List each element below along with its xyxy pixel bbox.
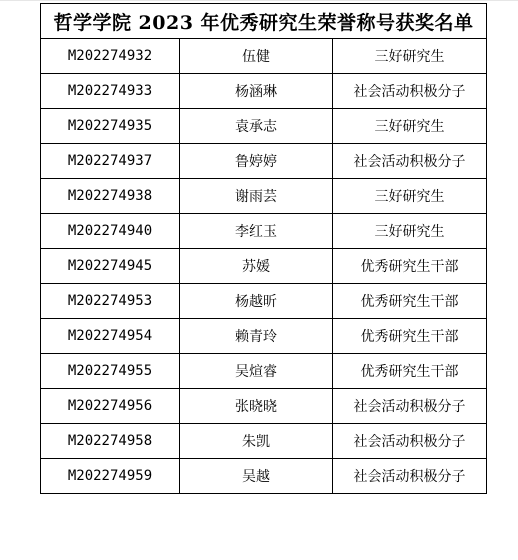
table-row bbox=[41, 144, 487, 179]
award-title-cell: 社会活动积极分子 bbox=[333, 459, 487, 494]
student-name-cell: 李红玉 bbox=[180, 214, 333, 249]
student-name-cell: 鲁婷婷 bbox=[180, 144, 333, 179]
student-name-cell: 张晓晓 bbox=[180, 389, 333, 424]
table-row bbox=[41, 249, 487, 284]
student-name-cell: 吴煊睿 bbox=[180, 354, 333, 389]
student-name-cell: 谢雨芸 bbox=[180, 179, 333, 214]
student-id-cell: M202274954 bbox=[41, 319, 180, 354]
table-row bbox=[41, 214, 487, 249]
student-name-cell: 伍健 bbox=[180, 39, 333, 74]
table-row bbox=[41, 459, 487, 494]
award-title-cell: 社会活动积极分子 bbox=[333, 424, 487, 459]
student-id-cell: M202274958 bbox=[41, 424, 180, 459]
award-table-body bbox=[41, 4, 487, 494]
table-row bbox=[41, 39, 487, 74]
student-name-cell: 朱凯 bbox=[180, 424, 333, 459]
award-title-cell: 三好研究生 bbox=[333, 109, 487, 144]
student-id-cell: M202274940 bbox=[41, 214, 180, 249]
table-row bbox=[41, 354, 487, 389]
table-row bbox=[41, 179, 487, 214]
award-list-sheet bbox=[40, 3, 486, 494]
award-table bbox=[40, 3, 487, 494]
student-name-cell: 赖青玲 bbox=[180, 319, 333, 354]
table-row bbox=[41, 284, 487, 319]
student-id-cell: M202274945 bbox=[41, 249, 180, 284]
award-title-cell: 社会活动积极分子 bbox=[333, 144, 487, 179]
student-id-cell: M202274938 bbox=[41, 179, 180, 214]
student-id-cell: M202274932 bbox=[41, 39, 180, 74]
student-id-cell: M202274953 bbox=[41, 284, 180, 319]
table-row bbox=[41, 319, 487, 354]
award-title-cell: 三好研究生 bbox=[333, 39, 487, 74]
student-name-cell: 杨涵琳 bbox=[180, 74, 333, 109]
student-id-cell: M202274935 bbox=[41, 109, 180, 144]
document-title: 哲学学院 2023 年优秀研究生荣誉称号获奖名单 bbox=[41, 4, 487, 39]
student-name-cell: 杨越昕 bbox=[180, 284, 333, 319]
table-row bbox=[41, 74, 487, 109]
student-id-cell: M202274937 bbox=[41, 144, 180, 179]
award-title-cell: 社会活动积极分子 bbox=[333, 389, 487, 424]
award-title-cell: 优秀研究生干部 bbox=[333, 284, 487, 319]
student-id-cell: M202274959 bbox=[41, 459, 180, 494]
award-title-cell: 优秀研究生干部 bbox=[333, 319, 487, 354]
award-title-cell: 三好研究生 bbox=[333, 179, 487, 214]
award-title-cell: 优秀研究生干部 bbox=[333, 249, 487, 284]
student-id-cell: M202274933 bbox=[41, 74, 180, 109]
student-id-cell: M202274956 bbox=[41, 389, 180, 424]
student-name-cell: 吴越 bbox=[180, 459, 333, 494]
table-row bbox=[41, 109, 487, 144]
table-row bbox=[41, 424, 487, 459]
award-title-cell: 社会活动积极分子 bbox=[333, 74, 487, 109]
award-title-cell: 三好研究生 bbox=[333, 214, 487, 249]
top-divider bbox=[0, 0, 518, 1]
table-row bbox=[41, 389, 487, 424]
student-id-cell: M202274955 bbox=[41, 354, 180, 389]
title-row bbox=[41, 4, 487, 39]
student-name-cell: 苏媛 bbox=[180, 249, 333, 284]
student-name-cell: 袁承志 bbox=[180, 109, 333, 144]
award-title-cell: 优秀研究生干部 bbox=[333, 354, 487, 389]
